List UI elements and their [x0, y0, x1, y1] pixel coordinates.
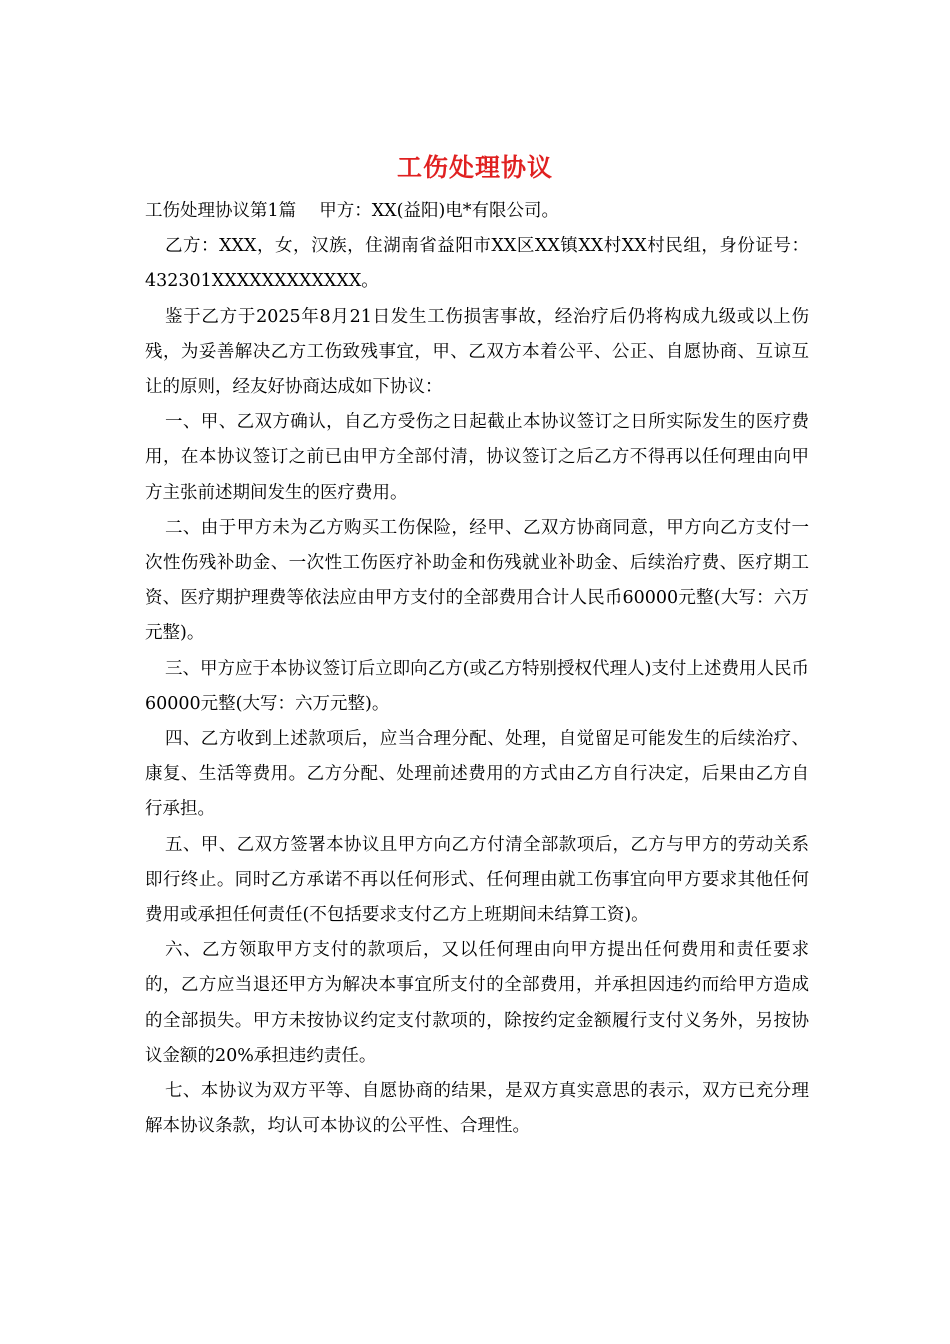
paragraph-preamble: 鉴于乙方于2025年8月21日发生工伤损害事故，经治疗后仍将构成九级或以上伤残，为妥善解决乙方工伤致残事宜，甲、乙双方本着公平、公正、自愿协商、互谅互让的原则，经友好协商达成如下协议：	[145, 306, 809, 398]
document-title: 工伤处理协议	[396, 153, 553, 182]
clause-3: 三、甲方应于本协议签订后立即向乙方(或乙方特别授权代理人)支付上述费用人民币60000元整(大写：六万元整)。	[145, 658, 809, 714]
document-body	[145, 194, 809, 1144]
clause-2: 二、由于甲方未为乙方购买工伤保险，经甲、乙双方协商同意，甲方向乙方支付一次性伤残补助金、一次性工伤医疗补助金和伤残就业补助金、后续治疗费、医疗期工资、医疗期护理费等依法应由甲方支付的全部费用合计人民币60000元整(大写：六万元整)。	[145, 517, 809, 644]
clause-5: 五、甲、乙双方签署本协议且甲方向乙方付清全部款项后，乙方与甲方的劳动关系即行终止。同时乙方承诺不再以任何形式、任何理由就工伤事宜向甲方要求其他任何费用或承担任何责任(不包括要求支付乙方上班期间未结算工资)。	[145, 834, 809, 926]
clause-6: 六、乙方领取甲方支付的款项后，又以任何理由向甲方提出任何费用和责任要求的，乙方应当退还甲方为解决本事宜所支付的全部费用，并承担因违约而给甲方造成的全部损失。甲方未按协议约定支付款项的，除按约定金额履行支付义务外，另按协议金额的20%承担违约责任。	[145, 940, 809, 1066]
clause-1: 一、甲、乙双方确认，自乙方受伤之日起截止本协议签订之日所实际发生的医疗费用，在本协议签订之前已由甲方全部付清，协议签订之后乙方不得再以任何理由向甲方主张前述期间发生的医疗费用。	[145, 412, 809, 503]
clause-7: 七、本协议为双方平等、自愿协商的结果，是双方真实意思的表示，双方已充分理解本协议条款，均认可本协议的公平性、合理性。	[145, 1081, 809, 1137]
clause-4: 四、乙方收到上述款项后，应当合理分配、处理，自觉留足可能发生的后续治疗、康复、生活等费用。乙方分配、处理前述费用的方式由乙方自行决定，后果由乙方自行承担。	[145, 729, 809, 820]
paragraph-header: 工伤处理协议第1篇 甲方：XX(益阳)电*有限公司。	[145, 201, 560, 221]
paragraph-party-b: 乙方：XXX，女，汉族，住湖南省益阳市XX区XX镇XX村XX村民组，身份证号：432301XXXXXXXXXXXX。	[145, 236, 809, 292]
